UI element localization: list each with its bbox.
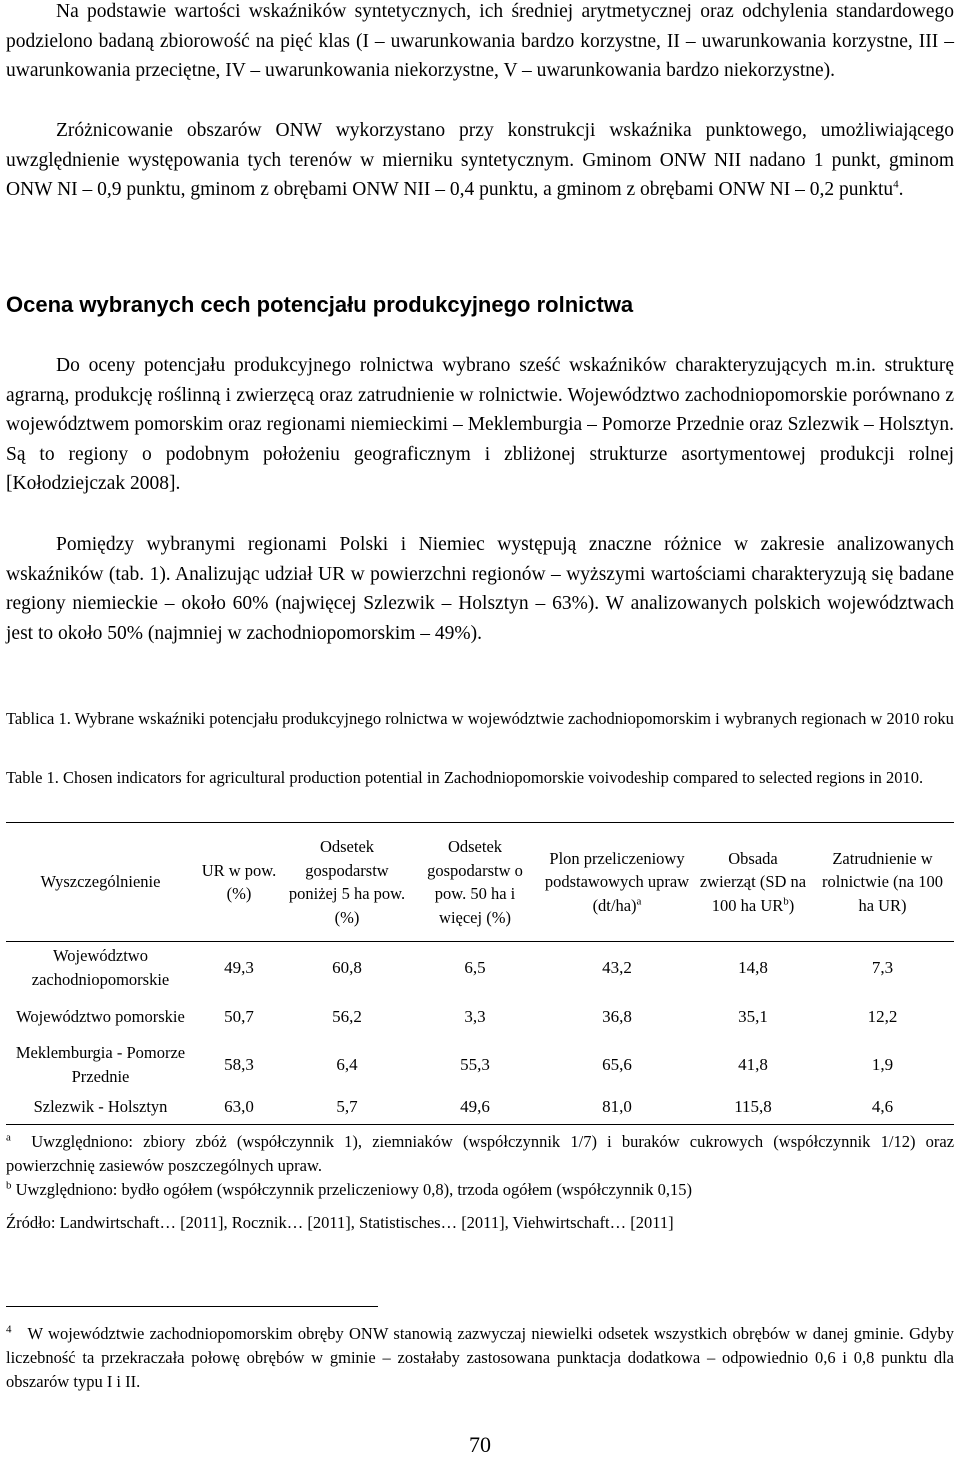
note-b-mark: b (6, 1179, 12, 1192)
cell-value: 14,8 (738, 958, 768, 977)
indicators-table (6, 822, 954, 1125)
footnote-mark: 4 (6, 1323, 12, 1336)
cell-value: 36,8 (602, 1007, 632, 1027)
table-header-row (6, 823, 954, 942)
cell-value: 5,7 (336, 1096, 358, 1116)
table-source: Źródło: Landwirtschaft… [2011], Rocznik… [2011], Statistisches… [2011], Viehwirtschaft… [2011] (6, 1213, 674, 1232)
cell-value: 4,6 (871, 1096, 894, 1116)
header-small-farms: Odsetek gospodarstw poniżej 5 ha pow. (%) (288, 837, 406, 927)
paragraph-onw-points (6, 116, 954, 205)
cell-value: 1,9 (871, 1054, 894, 1074)
footnote-4: $^4$ W województwie zachodniopomorskim obręby ONW stanowią zazwyczaj niewielki odsetek wszystkich obrębów w danej gminie. Gdyby liczebność ta przekraczała połowę obrębów w gminie – zostałaby zastosowana punktacja dodatkowa – odpowiednio 0,6 i 0,8 punktu dla obszarów typu I i II. (6, 1323, 954, 1391)
cell-value: 115,8 (734, 1096, 772, 1116)
row-name: Województwo zachodniopomorskie (31, 946, 170, 989)
cell-value: 63,0 (224, 1096, 254, 1116)
row-name: Meklemburgia - Pomorze Przednie (15, 1043, 186, 1086)
cell-value: 58,3 (224, 1054, 254, 1074)
cell-value: 49,3 (224, 958, 254, 977)
header-livestock: Obsada zwierząt (SD na 100 ha $UR^b$) (699, 848, 807, 915)
cell-value: 6,5 (464, 958, 486, 977)
page-number: 70 (469, 1432, 491, 1457)
footnote-ref-4[interactable]: 4 (893, 178, 899, 191)
cell-value: 35,1 (738, 1007, 768, 1027)
cell-value: 43,2 (602, 958, 632, 977)
table-note-a: $^a$ Uwzględniono: zbiory zbóż (współczynnik 1), ziemniaków (współczynnik 1/7) i buraków cukrowych (współczynnik 1/12) oraz powierzchnię zasiewów poszczególnych upraw. (6, 1131, 955, 1175)
table-caption-en: Table 1. Chosen indicators for agricultural production potential in Zachodniopomorskie voivodeship compared to selected regions in 2010. (6, 768, 924, 787)
header-yield: Plon przeliczeniowy podstawowych upraw $(dt/ha)^a$ (544, 848, 690, 915)
cell-value: 49,6 (460, 1096, 490, 1116)
header-large-farms: Odsetek gospodarstw o pow. 50 ha i więcej (%) (427, 837, 523, 927)
paragraph-differences: Pomiędzy wybranymi regionami Polski i Niemiec występują znaczne różnice w zakresie analizowanych wskaźników (tab. 1). Analizując udział UR w powierzchni regionów – wyższymi wartościami charakteryzują się badane regiony niemieckie – około 60% (najwięcej Szlezwik – Holsztyn – 63%). W analizowanych polskich województwach jest to około 50% (najmniej w zachodniopomorskim – 49%). (6, 534, 954, 644)
cell-value: 50,7 (224, 1007, 254, 1027)
cell-value: 6,4 (336, 1054, 358, 1074)
cell-value: 41,8 (738, 1054, 768, 1074)
header-ur-share: UR w pow. (%) (201, 860, 277, 903)
cell-value: 65,6 (602, 1054, 632, 1074)
row-name: Województwo pomorskie (16, 1007, 185, 1027)
cell-value: 7,3 (871, 958, 894, 977)
cell-value: 56,2 (332, 1007, 362, 1027)
header-employment: Zatrudnienie w rolnictwie (na 100 ha UR) (822, 848, 943, 915)
header-specification: Wyszczególnienie (40, 872, 161, 892)
table-row (6, 1041, 954, 1089)
paragraph-indicators: Do oceny potencjału produkcyjnego rolnictwa wybrano sześć wskaźników charakteryzujących m.in. strukturę agrarną, produkcję roślinną i zwierzęcą oraz zatrudnienie w rolnictwie. Województwo zachodniopomorskie porównano z województwem pomorskim oraz regionami niemieckimi – Meklemburgia – Pomorze Przednie oraz Szlezwik – Holsztyn. Są to regiony o podobnym położeniu geograficznym i zbliżonej strukturze asortymentowej produkcji rolnej [Kołodziejczak 2008]. (6, 355, 954, 494)
table-row (6, 994, 954, 1041)
cell-value: 60,8 (332, 958, 362, 977)
table-note-b: $^b$ Uwzględniono: bydło ogółem (współczynnik przeliczeniowy 0,8), trzoda ogółem (współczynnik 0,15) (6, 1179, 692, 1199)
paragraph-classes: Na podstawie wartości wskaźników syntetycznych, ich średniej arytmetycznej oraz odchylenia standardowego podzielono badaną zbiorowość na pięć klas (I – uwarunkowania bardzo korzystne, II – uwarunkowania korzystne, III – uwarunkowania przeciętne, IV – uwarunkowania niekorzystne, V – uwarunkowania bardzo niekorzystne). (6, 1, 954, 81)
paragraph-onw-text: Zróżnicowanie obszarów ONW wykorzystano przy konstrukcji wskaźnika punktowego, umożliwiającego uwzględnienie występowania tych terenów w mierniku syntetycznym. Gminom ONW NII nadano 1 punkt, gminom ONW NI – 0,9 punktu, gminom z obrębami ONW NII – 0,4 punktu, a gminom z obrębami ONW NI – 0,2 punktu (6, 120, 954, 200)
cell-value: 55,3 (460, 1054, 490, 1074)
note-a-mark: a (6, 1131, 11, 1144)
footnote-divider (6, 1306, 378, 1307)
section-heading: Ocena wybranych cech potencjału produkcyjnego rolnictwa (6, 292, 634, 317)
cell-value: 3,3 (464, 1007, 486, 1027)
row-name: Szlezwik - Holsztyn (33, 1096, 168, 1116)
table-row (6, 1089, 954, 1125)
cell-value: 12,2 (867, 1007, 898, 1027)
table-caption-pl: Tablica 1. Wybrane wskaźniki potencjału produkcyjnego rolnictwa w województwie zachodniopomorskim i wybranych regionach w 2010 roku (6, 709, 954, 728)
paragraph-onw-end: . (898, 179, 904, 200)
table-row (6, 942, 954, 994)
cell-value: 81,0 (602, 1096, 632, 1116)
